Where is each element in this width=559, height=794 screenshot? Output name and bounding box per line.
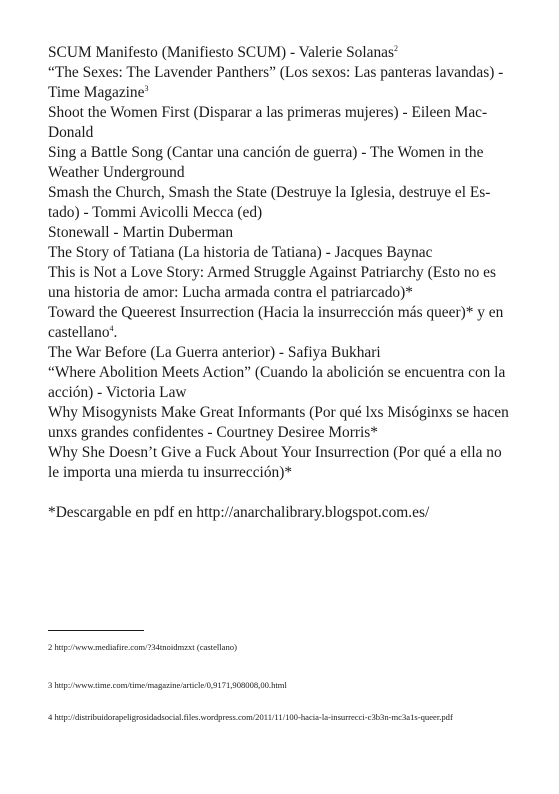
- list-item: [48, 243, 511, 263]
- footnote-divider: [48, 630, 144, 631]
- entry-text: Why She Doesn’t Give a Fuck About Your Insurrection (Por qué a ella no le importa una mierda tu insurrección)*: [48, 444, 502, 481]
- footnote-3: 3 http://www.time.com/time/magazine/article/0,9171,908008,00.html: [48, 680, 287, 690]
- entry-text: This is Not a Love Story: Armed Struggle Against Patriarchy (Esto no es una historia de amor: Lucha armada contra el patriarcado)*: [48, 264, 496, 301]
- entry-text: “The Sexes: The Lavender Panthers” (Los sexos: Las panteras lavandas) - Time Magazine: [48, 64, 504, 101]
- entry-text: The War Before (La Guerra anterior) - Safiya Bukhari: [48, 344, 381, 361]
- reading-list: [48, 43, 511, 483]
- entry-text: Why Misogynists Make Great Informants (Por qué lxs Misóginxs se hacen unxs grandes confidentes - Courtney Desiree Morris*: [48, 404, 509, 441]
- entry-text: The Story of Tatiana (La historia de Tatiana) - Jacques Baynac: [48, 244, 433, 261]
- footnote-4: 4 http://distribuidorapeligrosidadsocial.files.wordpress.com/2011/11/100-hacia-la-insurrecci-c3b3n-mc3a1s-queer.pdf: [48, 712, 453, 722]
- list-item: [48, 43, 511, 63]
- list-item: [48, 363, 511, 403]
- entry-text: Sing a Battle Song (Cantar una canción de guerra) - The Women in the Weather Underground: [48, 144, 484, 181]
- footnote-ref: 3: [144, 83, 149, 93]
- download-note: *Descargable en pdf en http://anarchalibrary.blogspot.com.es/: [48, 504, 430, 521]
- list-item: [48, 103, 511, 143]
- footnote-2: 2 http://www.mediafire.com/?34tnoidmzxt (castellano): [48, 642, 237, 652]
- list-item: [48, 223, 511, 243]
- list-item: [48, 183, 511, 223]
- document-body: [48, 43, 511, 538]
- entry-text: Stonewall - Martin Duberman: [48, 224, 234, 241]
- entry-text: Smash the Church, Smash the State (Destruye la Iglesia, destruye el Es-tado) - Tommi Avicolli Mecca (ed): [48, 184, 491, 221]
- list-item: [48, 303, 511, 343]
- list-item: [48, 143, 511, 183]
- entry-text: Shoot the Women First (Disparar a las primeras mujeres) - Eileen Mac-Donald: [48, 104, 488, 141]
- list-item: [48, 403, 511, 443]
- list-item: [48, 63, 511, 103]
- list-item: [48, 343, 511, 363]
- footnote-ref: 2: [393, 43, 398, 53]
- entry-text: SCUM Manifesto (Manifiesto SCUM) - Valerie Solanas: [48, 44, 394, 61]
- entry-punctuation: .: [113, 324, 118, 341]
- list-item: [48, 263, 511, 303]
- entry-text: Toward the Queerest Insurrection (Hacia la insurrección más queer)* y en castellano: [48, 304, 504, 341]
- footnote-ref: 4: [109, 323, 114, 333]
- list-item: [48, 443, 511, 483]
- entry-text: “Where Abolition Meets Action” (Cuando la abolición se encuentra con la acción) - Victoria Law: [48, 364, 506, 401]
